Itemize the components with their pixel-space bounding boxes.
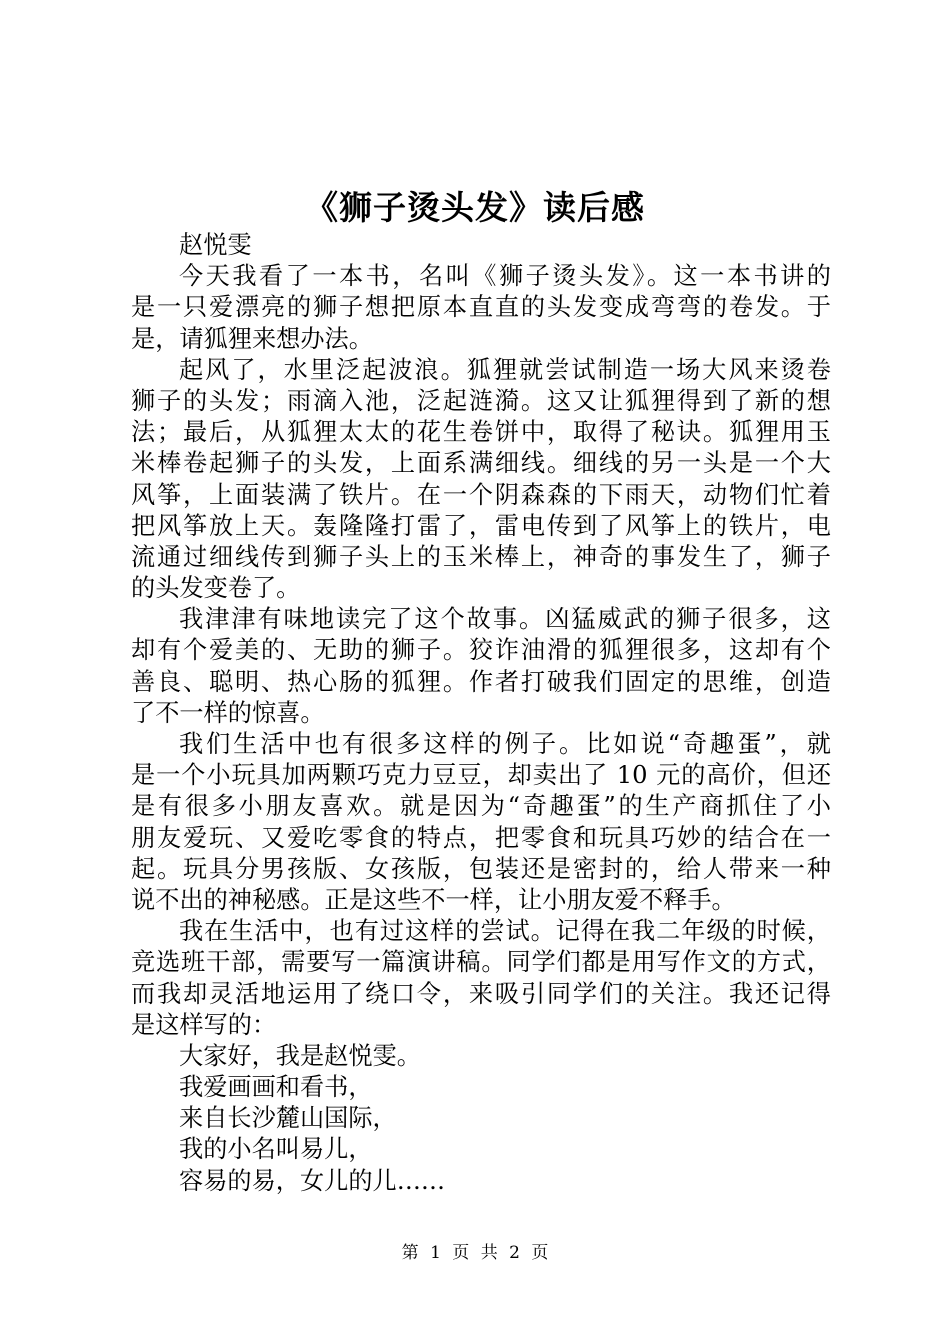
text-line: 流通过细线传到狮子头上的玉米棒上，神奇的事发生了，狮子 xyxy=(131,542,831,571)
text-line: 法；最后，从狐狸太太的花生卷饼中，取得了秘诀。狐狸用玉 xyxy=(131,418,831,447)
text-line: 我津津有味地读完了这个故事。凶猛威武的狮子很多，这 xyxy=(179,605,831,634)
text-line: 狮子的头发；雨滴入池，泛起涟漪。这又让狐狸得到了新的想 xyxy=(131,386,831,415)
text-line: 朋友爱玩、又爱吃零食的特点，把零食和玩具巧妙的结合在一 xyxy=(131,823,831,852)
document-body xyxy=(131,230,831,1197)
text-line: 是一个小玩具加两颗巧克力豆豆，却卖出了 10 元的高价，但还 xyxy=(131,761,832,790)
text-line: 容易的易，女儿的儿…… xyxy=(179,1166,446,1195)
text-line: 我们生活中也有很多这样的例子。比如说“奇趣蛋”，就 xyxy=(179,730,831,758)
text-line: 米棒卷起狮子的头发，上面系满细线。细线的另一头是一个大 xyxy=(131,449,831,478)
text-line: 我在生活中，也有过这样的尝试。记得在我二年级的时候， xyxy=(179,917,831,946)
text-line: 把风筝放上天。轰隆隆打雷了，雷电传到了风筝上的铁片，电 xyxy=(131,511,831,540)
text-line: 善良、聪明、热心肠的狐狸。作者打破我们固定的思维，创造 xyxy=(131,667,831,696)
text-line: 起。玩具分男孩版、女孩版，包装还是密封的，给人带来一种 xyxy=(131,854,831,883)
text-line: 的头发变卷了。 xyxy=(131,574,301,603)
text-line: 来自长沙麓山国际， xyxy=(179,1104,397,1133)
text-line: 我的小名叫易儿， xyxy=(179,1135,373,1164)
text-line: 了不一样的惊喜。 xyxy=(131,698,325,727)
document-title: 《狮子烫头发》读后感 xyxy=(305,188,645,227)
text-line: 而我却灵活地运用了绕口令，来吸引同学们的关注。我还记得 xyxy=(131,979,831,1008)
author-line: 赵悦雯 xyxy=(179,231,252,259)
text-line: 大家好，我是赵悦雯。 xyxy=(179,1041,421,1070)
text-line: 起风了，水里泛起波浪。狐狸就尝试制造一场大风来烫卷 xyxy=(179,355,831,384)
text-line: 风筝，上面装满了铁片。在一个阴森森的下雨天，动物们忙着 xyxy=(131,480,831,509)
page-footer: 第 1 页 共 2 页 xyxy=(401,1243,549,1263)
text-line: 我爱画画和看书， xyxy=(179,1073,373,1102)
text-line: 是有很多小朋友喜欢。就是因为“奇趣蛋”的生产商抓住了小 xyxy=(131,792,831,821)
text-line: 是一只爱漂亮的狮子想把原本直直的头发变成弯弯的卷发。于 xyxy=(131,293,831,322)
text-line: 说不出的神秘感。正是这些不一样，让小朋友爱不释手。 xyxy=(131,885,736,914)
text-line: 是这样写的： xyxy=(131,1010,277,1039)
text-line: 竞选班干部，需要写一篇演讲稿。同学们都是用写作文的方式， xyxy=(131,948,831,977)
text-line: 是，请狐狸来想办法。 xyxy=(131,324,373,353)
text-line: 却有个爱美的、无助的狮子。狡诈油滑的狐狸很多，这却有个 xyxy=(131,636,831,665)
paragraph-lines xyxy=(131,261,831,1197)
text-line: 今天我看了一本书，名叫《狮子烫头发》。这一本书讲的 xyxy=(179,262,831,291)
